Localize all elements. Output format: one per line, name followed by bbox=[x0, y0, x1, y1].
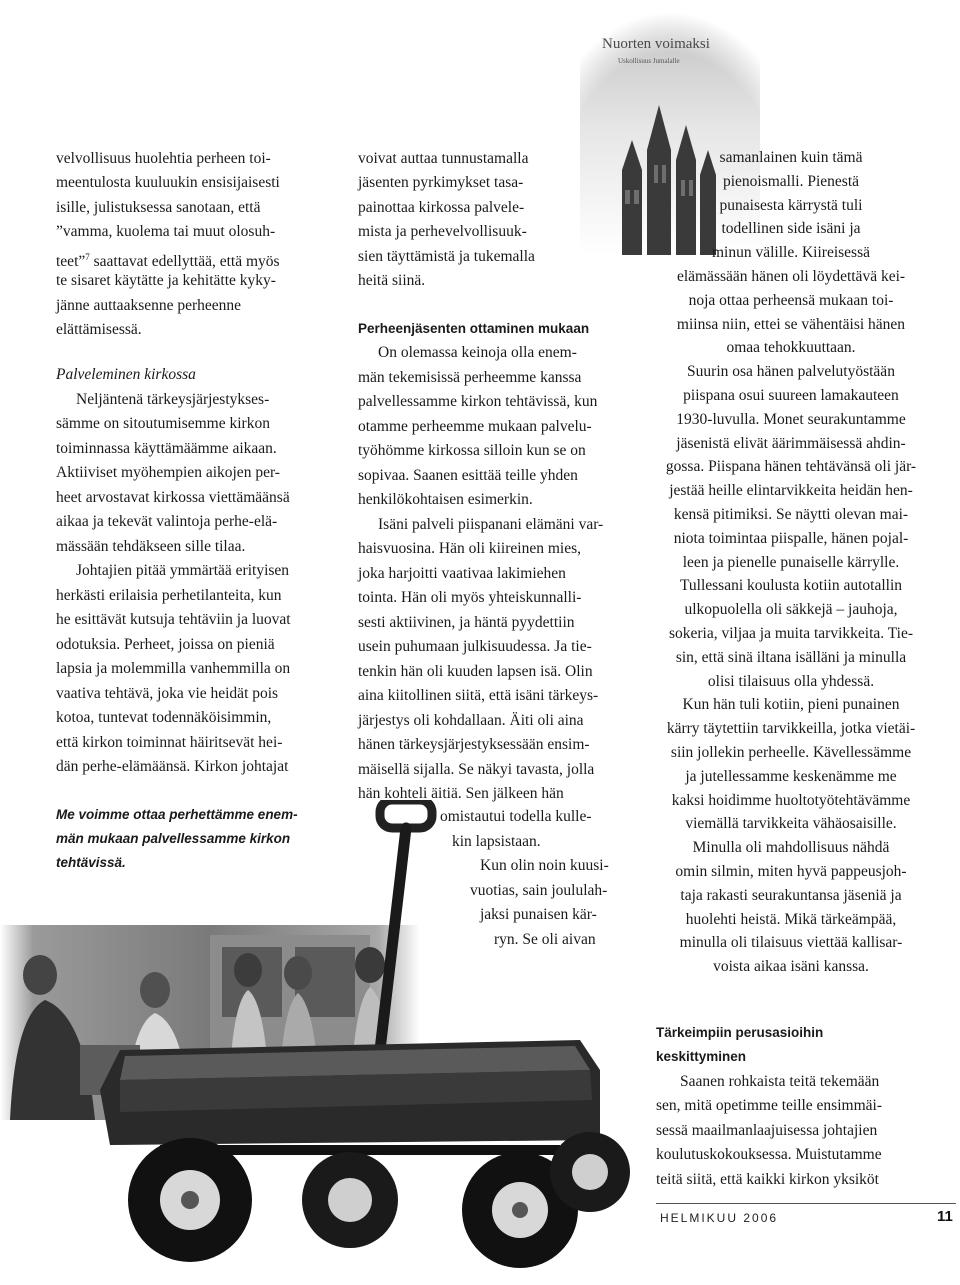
body-line: meentulosta kuuluukin ensisijaisesti bbox=[56, 174, 280, 191]
pullquote-line: Me voimme ottaa perhettämme enem- bbox=[56, 807, 298, 822]
body-line: siin jollekin perheelle. Kävellessämme bbox=[670, 743, 912, 761]
body-line: Minulla oli mahdollisuus nähdä bbox=[692, 839, 890, 857]
body-line: voivat auttaa tunnustamalla bbox=[358, 150, 529, 167]
body-line: koulutuskokouksessa. Muistutamme bbox=[656, 1146, 882, 1163]
body-line: henkilökohtaisen esimerkin. bbox=[358, 491, 533, 508]
subhead-family-involvement: Perheenjäsenten ottaminen mukaan bbox=[358, 321, 590, 336]
body-line: 1930-luvulla. Monet seurakuntamme bbox=[676, 410, 906, 428]
body-line: velvollisuus huolehtia perheen toi- bbox=[56, 150, 271, 167]
body-line: painottaa kirkossa palvele- bbox=[358, 199, 525, 216]
body-line: että kirkon toiminnat häiritsevät hei- bbox=[56, 734, 283, 751]
body-line: kaksi hoidimme huoltotyötehtävämme bbox=[671, 791, 911, 809]
body-line: sen, mitä opetimme teille ensimmäi- bbox=[656, 1097, 882, 1114]
body-line: järjestys oli kohdallaan. Äiti oli aina bbox=[358, 712, 584, 729]
body-line: heitä siinä. bbox=[358, 272, 426, 289]
body-line: aikaa ja tekevät valintoja perhe-elä- bbox=[56, 513, 278, 530]
body-line: aina kiitollinen siitä, että isäni tärkeys- bbox=[358, 687, 599, 704]
body-line: olisi tilaisuus olla yhdessä. bbox=[707, 672, 875, 690]
body-line: sessä maailmanlaajuisessa johtajien bbox=[656, 1122, 878, 1139]
book-subtitle: Uskollisuus Jumalalle bbox=[618, 57, 680, 65]
wagon-wheel bbox=[302, 1152, 398, 1248]
body-line: miinsa niin, ettei se vähentäisi hänen bbox=[676, 315, 906, 333]
body-line: noja ottaa perheensä mukaan toi- bbox=[688, 291, 894, 309]
body-line: teitä siitä, että kaikki kirkon yksiköt bbox=[656, 1171, 879, 1188]
body-line: niota toimintaa piispalle, hänen pojal- bbox=[673, 529, 909, 547]
body-line: todellinen side isäni ja bbox=[721, 220, 861, 238]
body-line: viemällä tarvikkeita vähäosaisille. bbox=[685, 815, 897, 833]
body-line: sin, että sinä iltana isälläni ja minulla bbox=[675, 648, 907, 666]
body-line: voista aikaa isäni kanssa. bbox=[713, 958, 869, 976]
body-line: jaksi punaisen kär- bbox=[480, 906, 597, 923]
body-line: joka harjoitti vaativaa lakimiehen bbox=[358, 565, 566, 582]
body-line: elämässään hänen oli löydettävä kei- bbox=[676, 267, 906, 285]
body-line: usein puhumaan julkisuudessa. Ja tie- bbox=[358, 638, 592, 655]
subhead-basics: Tärkeimpiin perusasioihin bbox=[656, 1025, 824, 1040]
body-line: palvellessamme kirkon tehtävissä, kun bbox=[358, 393, 598, 410]
body-line: jestää heille elintarvikkeita heidän hen- bbox=[669, 482, 913, 500]
body-line: mässään tehdäkseen sille tilaa. bbox=[56, 538, 246, 555]
wagon-image bbox=[80, 800, 640, 1280]
body-line: otamme perheemme mukaan palvelu- bbox=[358, 418, 592, 435]
body-line: isille, julistuksessa sanotaan, että bbox=[56, 199, 261, 216]
body-line: On olemassa keinoja olla enem- bbox=[378, 344, 577, 361]
body-line: minulla oli tilaisuus viettää kallisar- bbox=[679, 934, 903, 952]
body-line: minun välille. Kiireisessä bbox=[712, 244, 870, 262]
body-text: teet” bbox=[56, 253, 86, 271]
body-line: män tekemisissä perheemme kanssa bbox=[358, 369, 582, 386]
body-line: sien täyttämistä ja tukemalla bbox=[358, 248, 535, 265]
body-line: kensä pitimiksi. Se näytti olevan mai- bbox=[673, 505, 909, 523]
body-line: tenkin hän oli kuuden lapsen isä. Olin bbox=[358, 663, 593, 680]
body-line: huolehti heistä. Mikä tärkeämpää, bbox=[685, 910, 897, 928]
body-line: samanlainen kuin tämä bbox=[719, 149, 863, 166]
body-line: mista ja perhevelvollisuuk- bbox=[358, 223, 527, 240]
body-line: vuotias, sain joululah- bbox=[470, 882, 608, 899]
body-line: jäsenistä elivät äärimmäisessä ahdin- bbox=[676, 434, 906, 452]
page-number: 11 bbox=[937, 1208, 953, 1225]
body-line: ulkopuolella oli säkkejä – jauhoja, bbox=[684, 601, 898, 619]
wagon-illustration bbox=[80, 800, 640, 1280]
subhead-church-service: Palveleminen kirkossa bbox=[56, 366, 196, 383]
body-line: gossa. Piispana hänen tehtävänsä oli jär- bbox=[665, 458, 917, 476]
body-line: jänne auttaaksenne perheenne bbox=[56, 297, 242, 314]
body-line: kin lapsistaan. bbox=[452, 833, 541, 850]
body-line: haisvuosina. Hän oli kiireinen mies, bbox=[358, 540, 581, 557]
body-line: hän kohteli äitiä. Sen jälkeen hän bbox=[358, 785, 564, 802]
wagon-wheel bbox=[550, 1132, 630, 1212]
body-line: Isäni palveli piispanani elämäni var- bbox=[378, 516, 604, 533]
body-line: sesti aktiivinen, ja häntä pyydettiin bbox=[358, 614, 575, 631]
body-line: jäsenten pyrkimykset tasa- bbox=[358, 174, 524, 191]
body-line: vaativa tehtävä, joka vie heidät pois bbox=[56, 685, 279, 702]
body-line: tointa. Hän oli myös yhteiskunnalli- bbox=[358, 589, 582, 606]
body-line: toiminnassa käyttämäämme aikaan. bbox=[56, 440, 277, 457]
body-line: omin silmin, miten hyvä pappeusjoh- bbox=[675, 862, 907, 880]
body-line: odotuksia. Perheet, joissa on pieniä bbox=[56, 636, 275, 653]
body-line: Kun olin noin kuusi- bbox=[480, 857, 609, 874]
body-line: te sisaret käytätte ja kehitätte kyky- bbox=[56, 272, 276, 289]
body-line: punaisesta kärrystä tuli bbox=[719, 196, 863, 214]
footnote-ref: 7 bbox=[85, 252, 90, 262]
body-line: Johtajien pitää ymmärtää erityisen bbox=[76, 562, 290, 579]
body-line: piispana osui suureen lamakauteen bbox=[683, 386, 899, 404]
body-line: sokeria, viljaa ja muita tarvikkeita. Tie- bbox=[668, 624, 914, 642]
body-line: ”vamma, kuolema tai muut olosuh- bbox=[56, 223, 276, 240]
body-line: Suurin osa hänen palvelutyöstään bbox=[687, 363, 895, 381]
body-column-3 bbox=[656, 146, 926, 979]
wagon-handle-bar bbox=[380, 828, 406, 1050]
footer-rule bbox=[656, 1203, 956, 1204]
body-line: sämme on sitoutumisemme kirkon bbox=[56, 415, 270, 432]
pullquote-line: tehtävissä. bbox=[56, 855, 126, 870]
body-line: hänen tärkeysjärjestyksessään ensim- bbox=[358, 736, 590, 753]
body-line: työhömme kirkossa silloin kun se on bbox=[358, 442, 586, 459]
body-line: omaa tehokkuuttaan. bbox=[726, 339, 856, 357]
body-line: mäisellä sijalla. Se näkyi tavasta, jolla bbox=[358, 761, 595, 778]
body-text: saattavat edellyttää, että myös bbox=[93, 253, 280, 271]
body-line: pienoismalli. Pienestä bbox=[722, 172, 860, 190]
body-line: lapsia ja molemmilla vanhemmilla on bbox=[56, 660, 291, 677]
body-line: taja rakasti seurakuntansa jäseniä ja bbox=[680, 886, 902, 904]
body-line: herkästi erilaisia perhetilanteita, kun bbox=[56, 587, 282, 604]
body-line: elättämisessä. bbox=[56, 321, 142, 338]
body-line: leen ja pienelle punaiselle kärrylle. bbox=[682, 553, 900, 571]
body-line: sopivaa. Saanen esittää teille yhden bbox=[358, 467, 578, 484]
book-title: Nuorten voimaksi bbox=[602, 36, 710, 52]
body-line: Saanen rohkaista teitä tekemään bbox=[680, 1073, 880, 1090]
body-line: ja jutellessamme keskenämme me bbox=[685, 767, 897, 785]
body-line: kärry täytettiin tarvikkeilla, jotka vietäi- bbox=[666, 720, 916, 738]
body-line: Kun hän tuli kotiin, pieni punainen bbox=[682, 696, 900, 714]
body-line: he esittävät kutsuja tehtäviin ja luovat bbox=[56, 611, 291, 628]
body-line: Aktiiviset myöhempien aikojen per- bbox=[56, 464, 280, 481]
subhead-basics-2: keskittyminen bbox=[656, 1049, 747, 1064]
wagon-wheel bbox=[128, 1138, 252, 1262]
body-line: omistautui todella kulle- bbox=[440, 808, 592, 825]
body-line: Tullessani koulusta kotiin autotallin bbox=[679, 577, 903, 595]
pullquote-line: män mukaan palvellessamme kirkon bbox=[56, 831, 291, 846]
body-line: kotoa, tuntevat todennäköisimmin, bbox=[56, 709, 272, 726]
body-line: dän perhe-elämäänsä. Kirkon johtajat bbox=[56, 758, 289, 775]
body-line: ryn. Se oli aivan bbox=[494, 931, 596, 948]
footer-magazine: HELMIKUU 2006 bbox=[660, 1211, 779, 1225]
body-line: Neljäntenä tärkeysjärjestykses- bbox=[76, 391, 270, 408]
body-line: heet arvostavat kirkossa viettämäänsä bbox=[56, 489, 290, 506]
